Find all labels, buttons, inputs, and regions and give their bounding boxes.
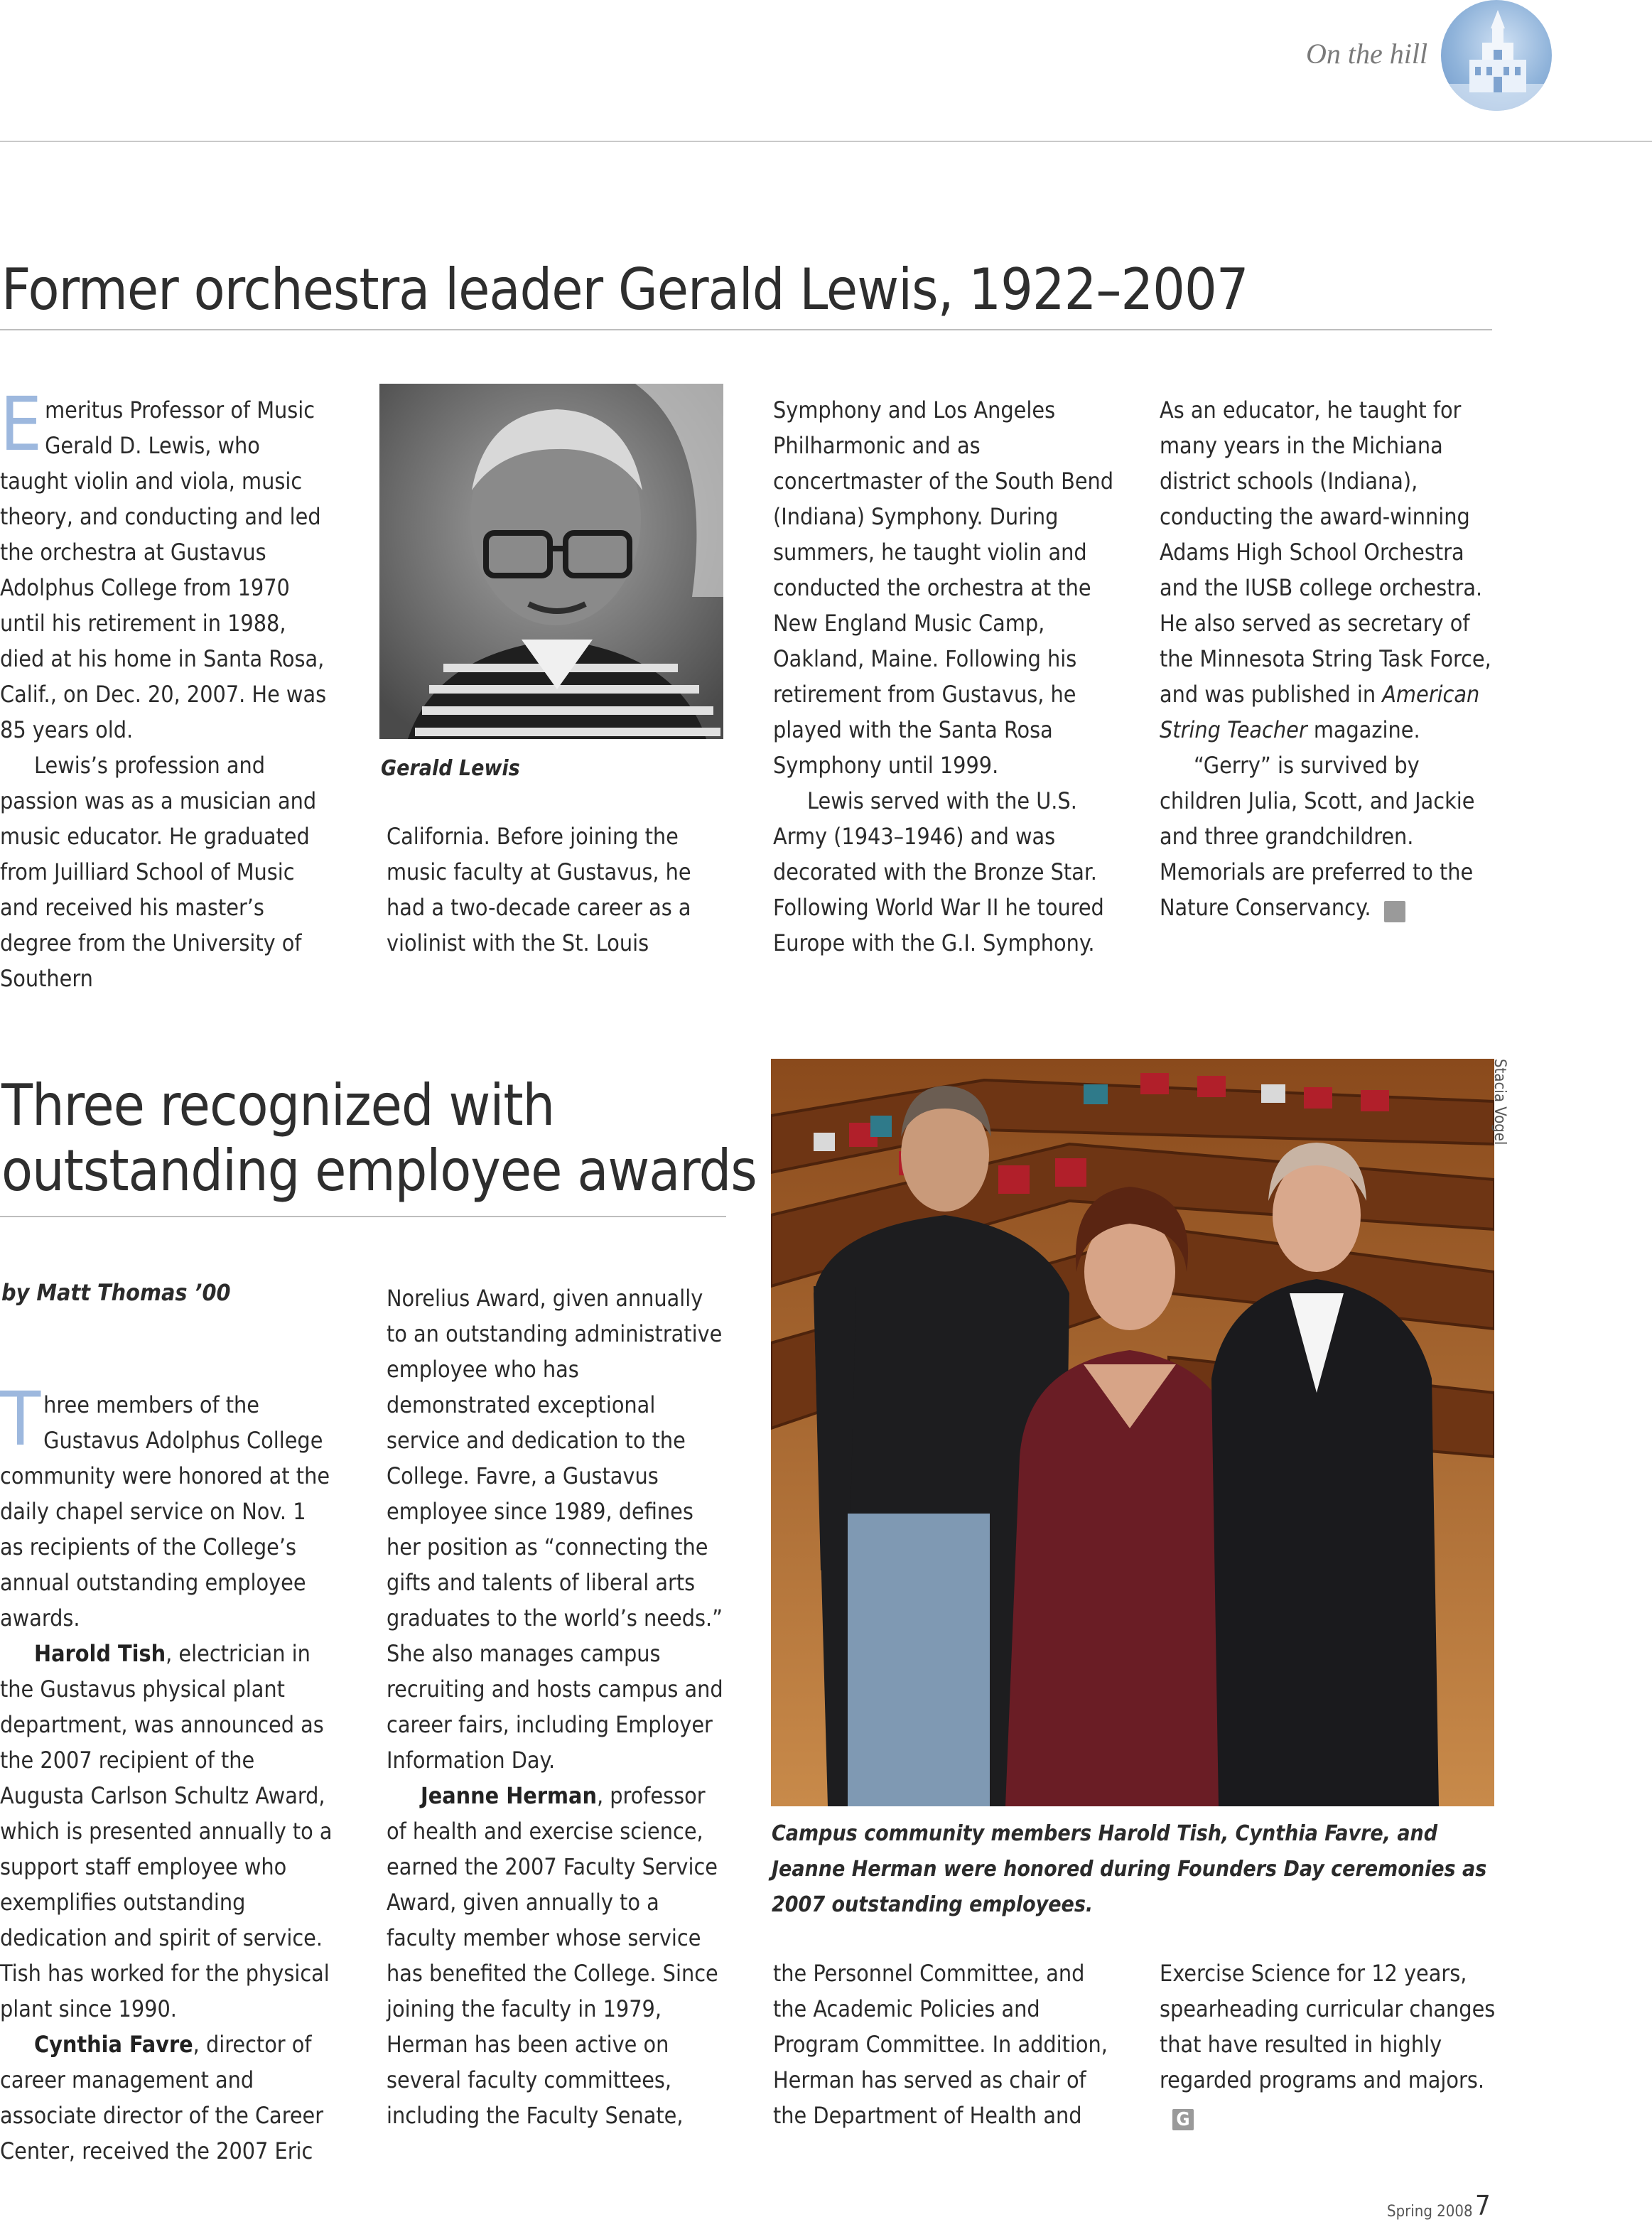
group-photo-caption: Campus community members Harold Tish, Cynthia Favre, and Jeanne Herman were honored during Founders Day ceremonies as 2007 outstanding employees.: [772, 1821, 1487, 1917]
article-2-title-line-2: outstanding employee awards: [1, 1138, 757, 1204]
article-1-column-2: [387, 819, 724, 961]
paragraph-text: , electrician in the Gustavus physical plant department, was announced as the 2007 recipient of the Augusta Carlson Schultz Award, which is presented annually to a support staff employee who exemplifies outstanding dedication and spirit of service. Tish has worked for the physical plant since 1990.: [0, 1640, 333, 2022]
honorees-group-photo: [771, 1059, 1494, 1806]
article-2-title-rule: [0, 1216, 726, 1217]
article-2-title: [1, 1073, 757, 1204]
page-number: 7: [1475, 2190, 1491, 2221]
end-mark-icon: G: [1172, 2109, 1194, 2130]
end-mark-icon: G: [1384, 901, 1405, 922]
paragraph-text: “Gerry” is survived by children Julia, Scott, and Jackie and three grandchildren. Memorials are preferred to the Nature Conservancy.: [1160, 752, 1475, 921]
publication-title: American String Teacher: [1160, 681, 1480, 743]
paragraph-text: , professor of health and exercise science, earned the 2007 Faculty Service Award, given annually to a faculty member whose service has benefited the College. Since joining the faculty in 1979, Herman has been active on several faculty committees, including the Faculty Senate,: [387, 1782, 718, 2129]
paragraph: California. Before joining the music faculty at Gustavus, he had a two-decade career as a violinist with the St. Louis: [387, 823, 691, 956]
article-2-column-2: [387, 1280, 724, 2133]
paragraph: hree members of the Gustavus Adolphus College community were honored at the daily chapel service on Nov. 1 as recipients of the College’s annual outstanding employee awards.: [0, 1391, 330, 1632]
byline: by Matt Thomas ’00: [1, 1279, 231, 1306]
paragraph-text: , director of career management and associate director of the Career Center, received the 2007 Eric: [0, 2031, 324, 2164]
article-1-title: Former orchestra leader Gerald Lewis, 1922–2007: [1, 257, 1248, 323]
gerald-lewis-caption: Gerald Lewis: [381, 756, 520, 781]
photo-credit: Stacia Vogel: [1491, 1059, 1508, 1145]
article-1-column-3: [773, 392, 1114, 961]
article-2-title-line-1: Three recognized with: [1, 1072, 555, 1138]
paragraph: Lewis’s profession and passion was as a musician and music educator. He graduated from Juilliard School of Music and received his master’s degree from the University of Southern: [0, 752, 317, 992]
article-1-column-1: [0, 381, 334, 996]
paragraph-text: As an educator, he taught for many years in the Michiana district schools (Indiana), conducting the award-winning Adams High School Orchestra and the IUSB college orchestra. He also served as secretary of the Minnesota String Task Force, and was published in: [1160, 397, 1491, 708]
chapel-logo-icon: [1441, 0, 1552, 111]
honoree-name: Cynthia Favre: [34, 2031, 193, 2058]
paragraph: meritus Professor of Music Gerald D. Lewis, who taught violin and viola, music theory, and conducting and led the orchestra at Gustavus Adolphus College from 1970 until his retirement in 1988, died at his home in Santa Rosa, Calif., on Dec. 20, 2007. He was 85 years old.: [0, 397, 327, 743]
article-2-column-4: [1160, 1956, 1501, 2133]
header-rule: [0, 141, 1652, 142]
article-2-column-1: [0, 1376, 334, 2169]
paragraph: Norelius Award, given annually to an outstanding administrative employee who has demonstrated exceptional service and dedication to the College. Favre, a Gustavus employee since 1989, defines her position as “connecting the gifts and talents of liberal arts graduates to the world’s needs.” She also manages campus recruiting and hosts campus and career fairs, including Employer Information Day.: [387, 1285, 723, 1774]
paragraph-text: Exercise Science for 12 years, spearheading curricular changes that have resulted in highly regarded programs and majors.: [1160, 1960, 1496, 2093]
gerald-lewis-photo: [379, 384, 723, 739]
honoree-name: Jeanne Herman: [421, 1782, 597, 1809]
article-2-column-3: [773, 1956, 1114, 2133]
article-1-title-rule: [0, 329, 1492, 330]
drop-cap: T: [0, 1376, 41, 1462]
paragraph-text: magazine.: [1313, 716, 1420, 743]
section-label: On the hill: [1306, 38, 1428, 70]
paragraph: Symphony and Los Angeles Philharmonic and as concertmaster of the South Bend (Indiana) Symphony. During summers, he taught violin and conducted the orchestra at the New England Music Camp, Oakland, Maine. Following his retirement from Gustavus, he played with the Santa Rosa Symphony until 1999.: [773, 397, 1114, 779]
article-1-column-4: [1160, 392, 1501, 925]
honoree-name: Harold Tish: [34, 1640, 166, 1667]
paragraph: Lewis served with the U.S. Army (1943–1946) and was decorated with the Bronze Star. Following World War II he toured Europe with the G.I. Symphony.: [773, 787, 1104, 956]
issue-label: Spring 2008: [1387, 2203, 1473, 2221]
paragraph: the Personnel Committee, and the Academic Policies and Program Committee. In addition, Herman has served as chair of the Department of Health and: [773, 1960, 1108, 2129]
drop-cap: E: [0, 381, 43, 468]
